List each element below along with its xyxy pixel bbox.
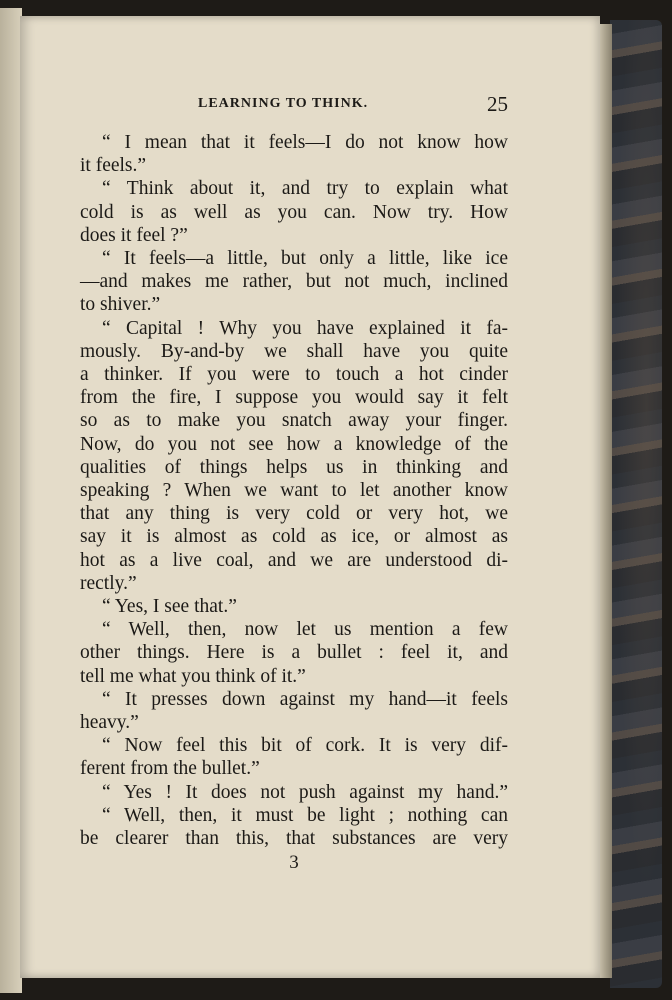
- text-line: cold is as well as you can. Now try. How: [80, 201, 508, 223]
- text-line: tell me what you think of it.”: [80, 665, 306, 687]
- page-block-edge: [598, 24, 612, 978]
- signature-mark: 3: [289, 852, 299, 873]
- text-line: to shiver.”: [80, 294, 161, 316]
- text-line: say it is almost as cold as ice, or almost as: [80, 526, 508, 548]
- running-head: LEARNING TO THINK.: [198, 96, 369, 111]
- text-line: “ Now feel this bit of cork. It is very dif-: [102, 735, 508, 757]
- text-line: qualities of things helps us in thinking and: [80, 456, 508, 478]
- book-cover-marbled: [610, 20, 662, 988]
- text-line: heavy.”: [80, 712, 139, 734]
- text-line: that any thing is very cold or very hot, we: [80, 503, 508, 525]
- text-line: “ Yes, I see that.”: [102, 596, 237, 618]
- text-line: from the fire, I suppose you would say it felt: [80, 387, 508, 409]
- page-number: 25: [487, 92, 508, 116]
- text-line: “ Well, then, now let us mention a few: [102, 619, 508, 641]
- text-line: hot as a live coal, and we are understood di-: [80, 549, 508, 571]
- text-line: “ Well, then, it must be light ; nothing can: [102, 804, 508, 826]
- text-line: —and makes me rather, but not much, inclined: [80, 271, 508, 293]
- text-line: rectly.”: [80, 572, 137, 594]
- facing-page-edge: [0, 8, 22, 993]
- text-line: ferent from the bullet.”: [80, 758, 260, 780]
- text-line: “ I mean that it feels—I do not know how: [102, 132, 508, 153]
- text-line: it feels.”: [80, 155, 147, 177]
- text-line: be clearer than this, that substances are very: [80, 828, 508, 850]
- text-line: “ It presses down against my hand—it feels: [102, 688, 508, 710]
- body-text: [80, 131, 508, 850]
- text-line: “ Think about it, and try to explain what: [102, 178, 508, 200]
- page-header: [80, 92, 508, 122]
- text-line: “ Yes ! It does not push against my hand.”: [102, 781, 508, 803]
- text-line: so as to make you snatch away your finger.: [80, 410, 508, 432]
- text-line: does it feel ?”: [80, 224, 188, 246]
- text-line: “ Capital ! Why you have explained it fa-: [102, 317, 508, 339]
- text-line: speaking ? When we want to let another know: [80, 480, 508, 502]
- text-line: a thinker. If you were to touch a hot cinder: [80, 364, 508, 386]
- text-line: other things. Here is a bullet : feel it, and: [80, 642, 508, 664]
- text-line: mously. By-and-by we shall have you quite: [80, 340, 508, 362]
- text-line: Now, do you not see how a knowledge of the: [80, 433, 508, 455]
- text-line: “ It feels—a little, but only a little, like ice: [102, 248, 508, 270]
